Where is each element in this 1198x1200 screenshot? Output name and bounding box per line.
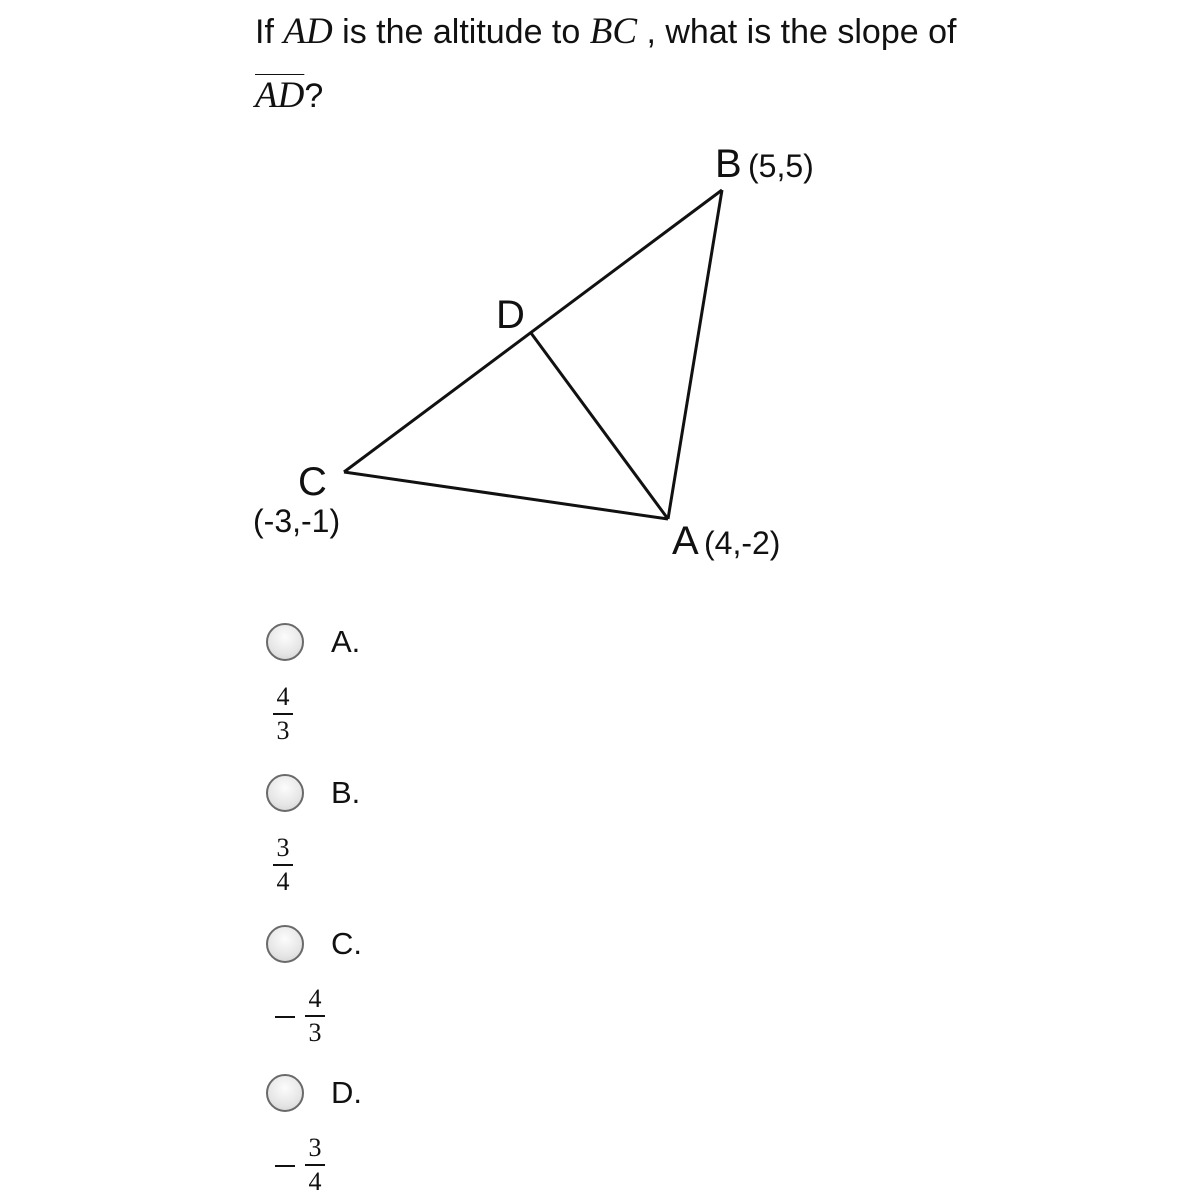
choice-d-radio[interactable] [266, 1074, 304, 1112]
choice-b-denominator: 4 [276, 867, 290, 896]
choice-c-radio[interactable] [266, 925, 304, 963]
question-middle: is the altitude to [342, 13, 581, 51]
choice-b-letter: B. [331, 775, 361, 810]
vertex-label-d: D [496, 293, 525, 337]
altitude-ad [531, 333, 668, 519]
segment-ad: AD [283, 11, 333, 52]
vertex-coord-c: (-3,-1) [253, 503, 341, 539]
choice-d-option[interactable] [266, 1074, 362, 1112]
choice-c-fraction [305, 985, 325, 1047]
choice-b-radio[interactable] [266, 774, 304, 812]
side-ac [344, 472, 668, 519]
question-suffix: , what is the slope of [646, 13, 957, 51]
side-ba [668, 190, 722, 519]
choice-d-numerator: 3 [308, 1133, 322, 1162]
choice-a-numerator: 4 [276, 682, 290, 711]
fraction-bar [273, 713, 293, 715]
segment-bc: BC [589, 11, 638, 52]
choice-c-numerator: 4 [308, 984, 322, 1013]
choice-c-value [275, 985, 325, 1047]
vertex-label-c: C [298, 460, 327, 504]
choice-a-option[interactable] [266, 623, 360, 661]
triangle-diagram [240, 130, 860, 570]
choice-a-value [273, 683, 293, 745]
question-line-1 [255, 0, 1155, 64]
choice-d-letter: D. [331, 1075, 362, 1110]
choice-b-fraction [273, 834, 293, 896]
choice-d-fraction [305, 1134, 325, 1196]
choice-c-minus-sign [275, 1016, 295, 1018]
choice-b-numerator: 3 [276, 833, 290, 862]
choice-a-letter: A. [331, 624, 361, 659]
choice-a-radio[interactable] [266, 623, 304, 661]
choice-a-fraction [273, 683, 293, 745]
choice-d-value [275, 1134, 325, 1196]
choice-d-denominator: 4 [308, 1167, 322, 1196]
vertex-coord-a: (4,-2) [704, 525, 781, 561]
choice-c-option[interactable] [266, 925, 362, 963]
choice-d-minus-sign [275, 1165, 295, 1167]
question-mark: ? [304, 77, 324, 115]
fraction-bar [305, 1164, 325, 1166]
question-line-2 [255, 64, 1155, 128]
choice-c-denominator: 3 [308, 1018, 322, 1047]
side-cb [344, 190, 722, 472]
choice-c-letter: C. [331, 926, 362, 961]
choice-a-denominator: 3 [276, 716, 290, 745]
question-prefix: If [255, 13, 274, 51]
fraction-bar [305, 1015, 325, 1017]
triangle-figure [240, 130, 860, 570]
vertex-coord-b: (5,5) [748, 148, 814, 184]
vertex-label-a: A [672, 519, 699, 563]
choice-b-option[interactable] [266, 774, 360, 812]
fraction-bar [273, 864, 293, 866]
question-text [255, 0, 1155, 128]
vertex-label-b: B [715, 142, 742, 186]
segment-ad-overlined: $\overline{AD}$ [255, 75, 305, 116]
choice-b-value [273, 834, 293, 896]
